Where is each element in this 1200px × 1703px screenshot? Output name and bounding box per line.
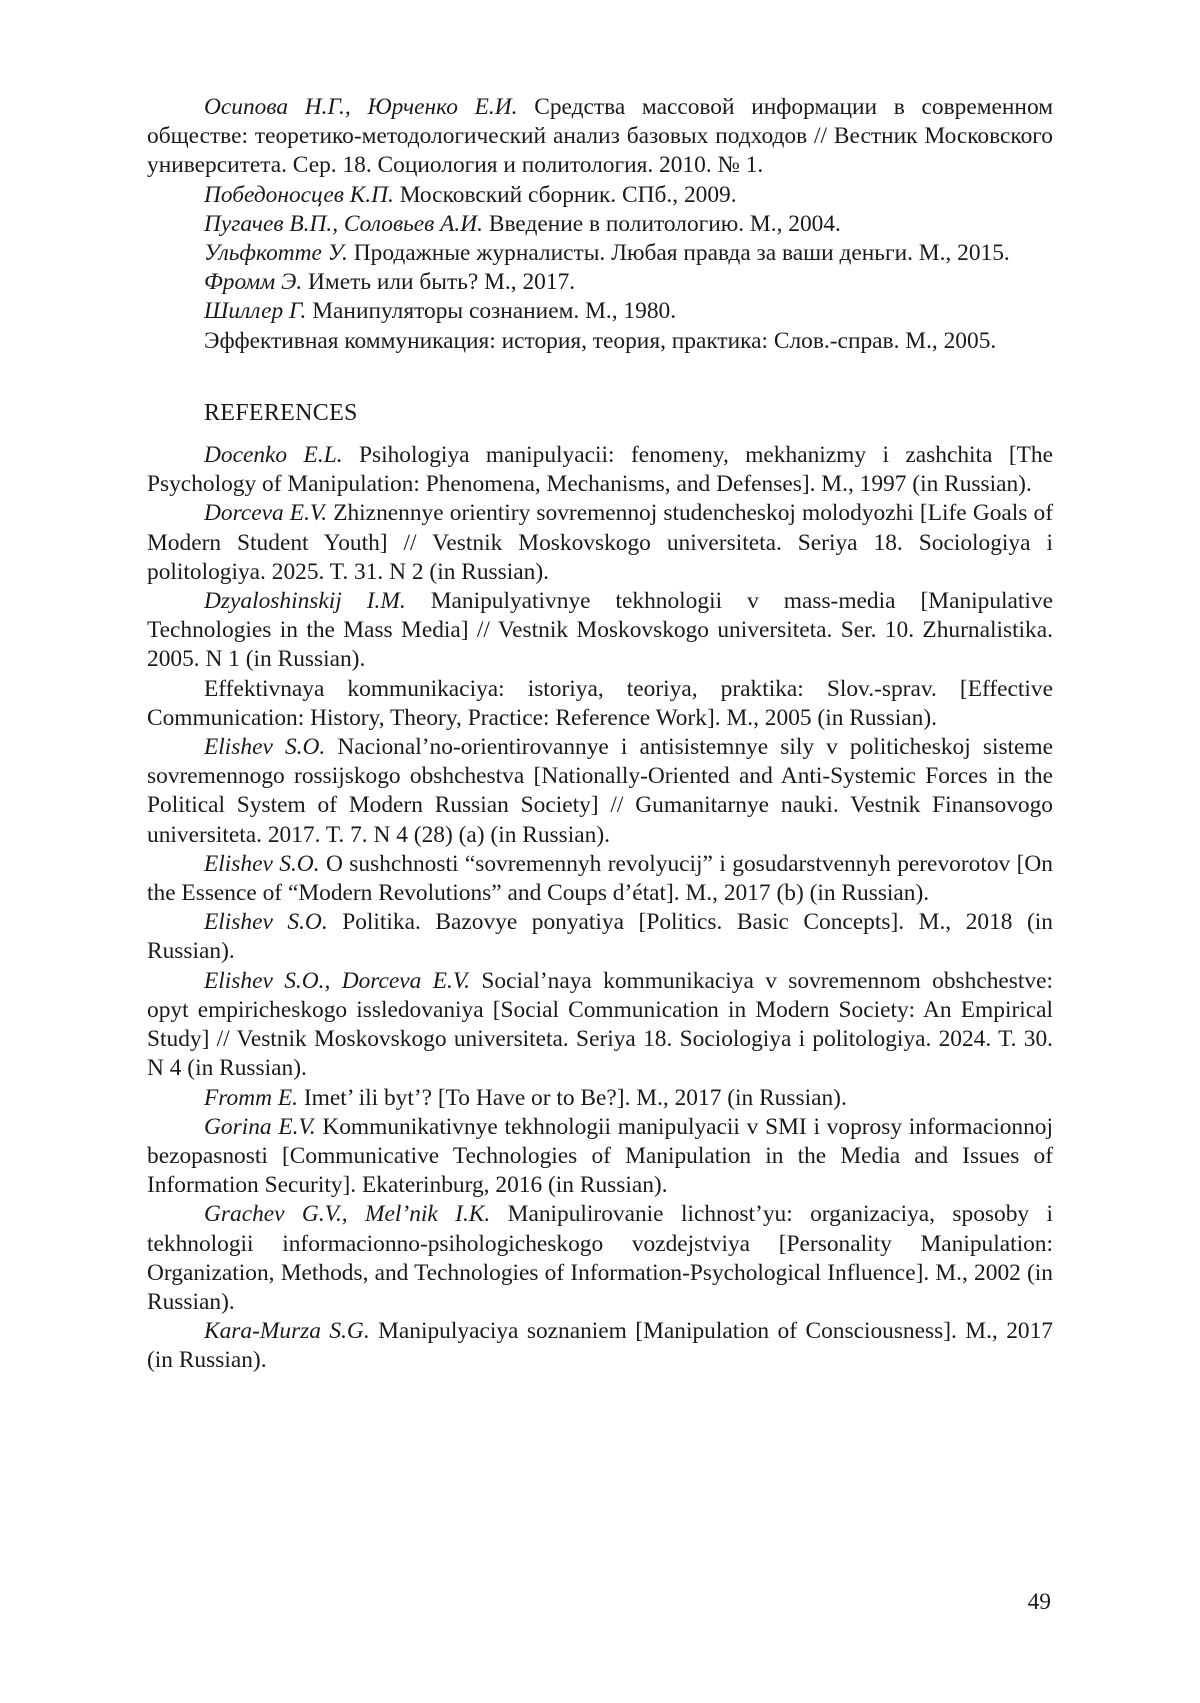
- reference-author: Шиллер Г.: [204, 298, 307, 325]
- reference-entry: [147, 587, 1053, 675]
- reference-author: Фромм Э.: [204, 269, 303, 296]
- reference-author: Docenko E.L.: [204, 442, 343, 469]
- reference-text: Imet’ ili byt’? [To Have or to Be?]. M., 2017 (in Russian).: [298, 1084, 847, 1111]
- reference-entry: [147, 908, 1053, 966]
- page-body: [147, 93, 1053, 1376]
- reference-entry: [147, 268, 1053, 297]
- reference-entry: [147, 1200, 1053, 1317]
- reference-text: Средства массовой информации в современном обществе: теоретико-методологический анализ базовых подходов // Вестник Московского университета. Сер. 18. Социология и политология. 2010. № 1.: [147, 94, 1053, 179]
- reference-author: Gorina E.V.: [204, 1113, 316, 1140]
- references-heading: REFERENCES: [204, 399, 358, 426]
- reference-author: Elishev S.O.: [204, 734, 326, 761]
- reference-author: Grachev G.V., Mel’nik I.K.: [204, 1201, 491, 1228]
- reference-author: Elishev S.O.: [204, 909, 328, 936]
- reference-entry: [147, 93, 1053, 181]
- reference-text: Введение в политологию. М., 2004.: [483, 210, 841, 237]
- reference-author: Ульфкотте У.: [204, 240, 348, 267]
- reference-entry: [147, 499, 1053, 587]
- reference-text: Иметь или быть? М., 2017.: [302, 269, 576, 296]
- russian-reference-list: [147, 93, 1053, 356]
- reference-text: Effektivnaya kommunikaciya: istoriya, teoriya, praktika: Slov.-sprav. [Effective Communication: History, Theory, Practice: Reference Work]. M., 2005 (in Russian).: [147, 675, 1053, 731]
- reference-author: Elishev S.O., Dorceva E.V.: [204, 967, 470, 994]
- reference-author: Победоносцев К.П.: [204, 181, 394, 208]
- reference-entry: [147, 297, 1053, 326]
- reference-entry: [147, 1113, 1053, 1201]
- reference-author: Fromm E.: [204, 1084, 298, 1111]
- reference-text: Zhiznennye orientiry sovremennoj studencheskoj molodyozhi [Life Goals of Modern Student Youth] // Vestnik Moskovskogo universiteta. Seriya 18. Sociologiya i politologiya. 2025. T. 31. N 2 (in Russian).: [147, 500, 1054, 585]
- reference-entry: [147, 210, 1053, 239]
- reference-entry: [147, 733, 1053, 850]
- reference-text: Московский сборник. СПб., 2009.: [393, 181, 737, 208]
- reference-author: Elishev S.O.: [204, 850, 320, 877]
- reference-entry: [147, 675, 1053, 733]
- reference-text: Manipulyativnye tekhnologii v mass-media [Manipulative Technologies in the Mass Media] // Vestnik Moskovskogo universiteta. Ser. 10. Zhurnalistika. 2005. N 1 (in Russian).: [147, 588, 1053, 673]
- reference-text: Psihologiya manipulyacii: fenomeny, mekhanizmy i zashchita [The Psychology of Manipulation: Phenomena, Mechanisms, and Defenses]. M., 1997 (in Russian).: [147, 442, 1054, 498]
- reference-text: Social’naya kommunikaciya v sovremennom obshchestve: opyt empiricheskogo issledovaniya [Social Communication in Modern Society: An Empirical Study] // Vestnik Moskovskogo universiteta. Seriya 18. Sociologiya i politologiya. 2024. T. 30. N 4 (in Russian).: [147, 967, 1053, 1082]
- reference-entry: [147, 181, 1053, 210]
- reference-author: Осипова Н.Г., Юрченко Е.И.: [204, 94, 518, 120]
- reference-author: Dzyaloshinskij I.M.: [204, 588, 406, 615]
- reference-author: Пугачев В.П., Соловьев А.И.: [204, 210, 484, 237]
- reference-entry: [147, 239, 1053, 268]
- reference-text: Продажные журналисты. Любая правда за ваши деньги. М., 2015.: [347, 240, 1010, 267]
- reference-author: Kara-Murza S.G.: [204, 1318, 370, 1345]
- reference-text: Manipulirovanie lichnost’yu: organizaciya, sposoby i tekhnologii informacionno-psihologicheskogo vozdejstviya [Personality Manipulation: Organization, Methods, and Technologies of Information-Psychological Influence]. M., 2002 (in Russian).: [147, 1201, 1053, 1315]
- reference-text: Эффективная коммуникация: история, теория, практика: Слов.-справ. М., 2005.: [204, 327, 997, 354]
- reference-entry: [147, 1084, 1053, 1113]
- reference-text: Nacional’no-orientirovannye i antisistemnye sily v politicheskoj sisteme sovremennogo rossijskogo obshchestva [Nationally-Oriented and Anti-Systemic Forces in the Political System of Modern Russian Society] // Gumanitarnye nauki. Vestnik Finansovogo universiteta. 2017. T. 7. N 4 (28) (a) (in Russian).: [147, 734, 1053, 848]
- reference-entry: [147, 850, 1053, 908]
- reference-text: Kommunikativnye tekhnologii manipulyacii v SMI i voprosy informacionnoj bezopasnosti [Communicative Technologies of Manipulation in the Media and Issues of Information Security]. Ekaterinburg, 2016 (in Russian).: [147, 1113, 1054, 1199]
- reference-author: Dorceva E.V.: [204, 500, 328, 527]
- reference-text: Manipulyaciya soznaniem [Manipulation of Consciousness]. M., 2017 (in Russian).: [147, 1318, 1053, 1374]
- reference-text: O sushchnosti “sovremennyh revolyucij” i gosudarstvennyh perevorotov [On the Essence of “Modern Revolutions” and Coups d’état]. M., 2017 (b) (in Russian).: [147, 850, 1054, 907]
- references-list: [147, 441, 1053, 1376]
- reference-entry: [147, 327, 1053, 356]
- reference-text: Politika. Bazovye ponyatiya [Politics. Basic Concepts]. M., 2018 (in Russian).: [147, 909, 1054, 965]
- reference-entry: [147, 1317, 1053, 1375]
- reference-entry: [147, 441, 1053, 499]
- reference-entry: [147, 967, 1053, 1084]
- reference-text: Манипуляторы сознанием. М., 1980.: [306, 298, 677, 325]
- page-number: 49: [1027, 1589, 1051, 1615]
